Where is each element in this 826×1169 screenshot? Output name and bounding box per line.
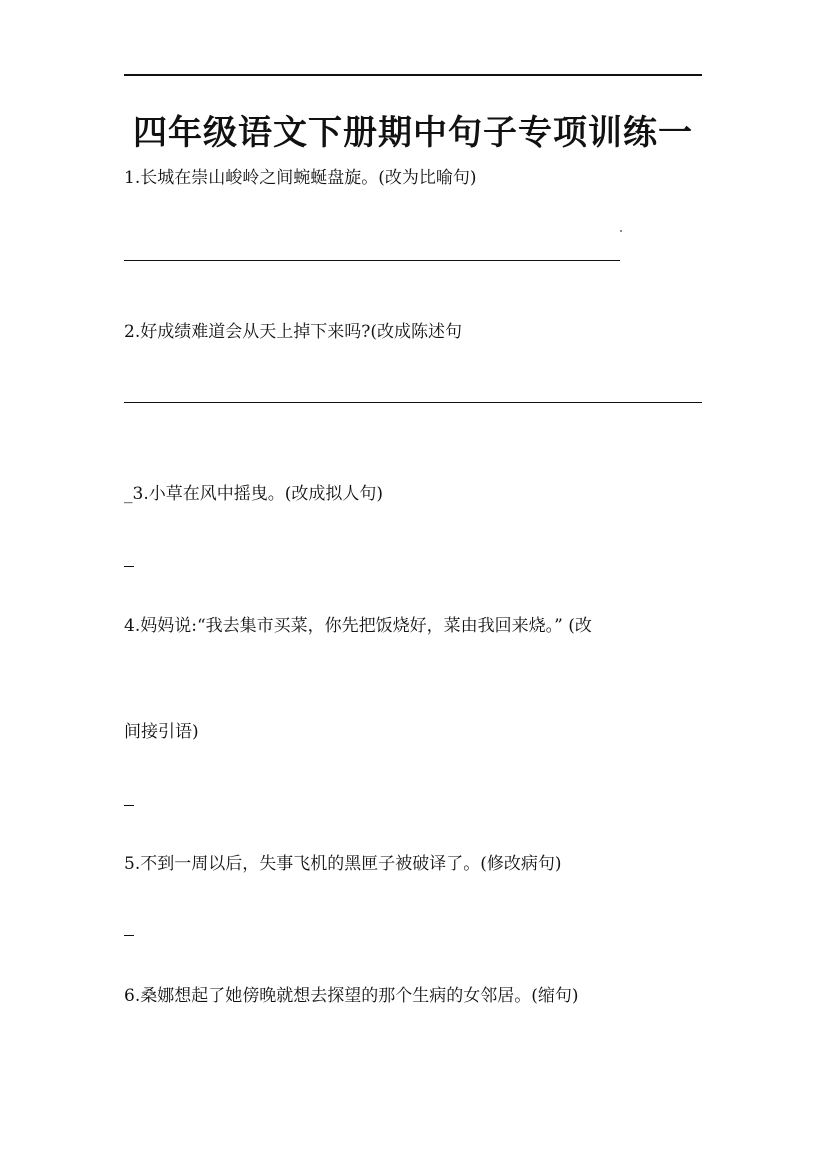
question-3-text: 3.小草在风中摇曳。(改成拟人句)	[132, 484, 383, 504]
question-3-prefix: _	[124, 484, 133, 504]
answer-line-1	[124, 260, 620, 261]
answer-line-5	[124, 935, 134, 936]
question-1: 1.长城在崇山峻岭之间蜿蜒盘旋。(改为比喻句)	[124, 168, 477, 188]
answer-line-4	[124, 805, 134, 806]
page-title: 四年级语文下册期中句子专项训练一	[133, 113, 693, 153]
answer-line-3	[124, 566, 134, 567]
answer-line-2	[124, 402, 702, 403]
header-rule	[124, 74, 702, 76]
question-3	[124, 482, 383, 506]
question-5: 5.不到一周以后，失事飞机的黑匣子被破译了。(修改病句)	[124, 854, 562, 874]
question-2: 2.好成绩难道会从天上掉下来吗?(改成陈述句	[124, 322, 462, 342]
question-4: 4.妈妈说:“我去集市买菜，你先把饭烧好，菜由我回来烧。” (改	[124, 616, 592, 636]
question-6: 6.桑娜想起了她傍晚就想去探望的那个生病的女邻居。(缩句)	[124, 986, 579, 1006]
stray-mark	[620, 230, 622, 232]
question-4-continuation: 间接引语)	[124, 722, 199, 742]
